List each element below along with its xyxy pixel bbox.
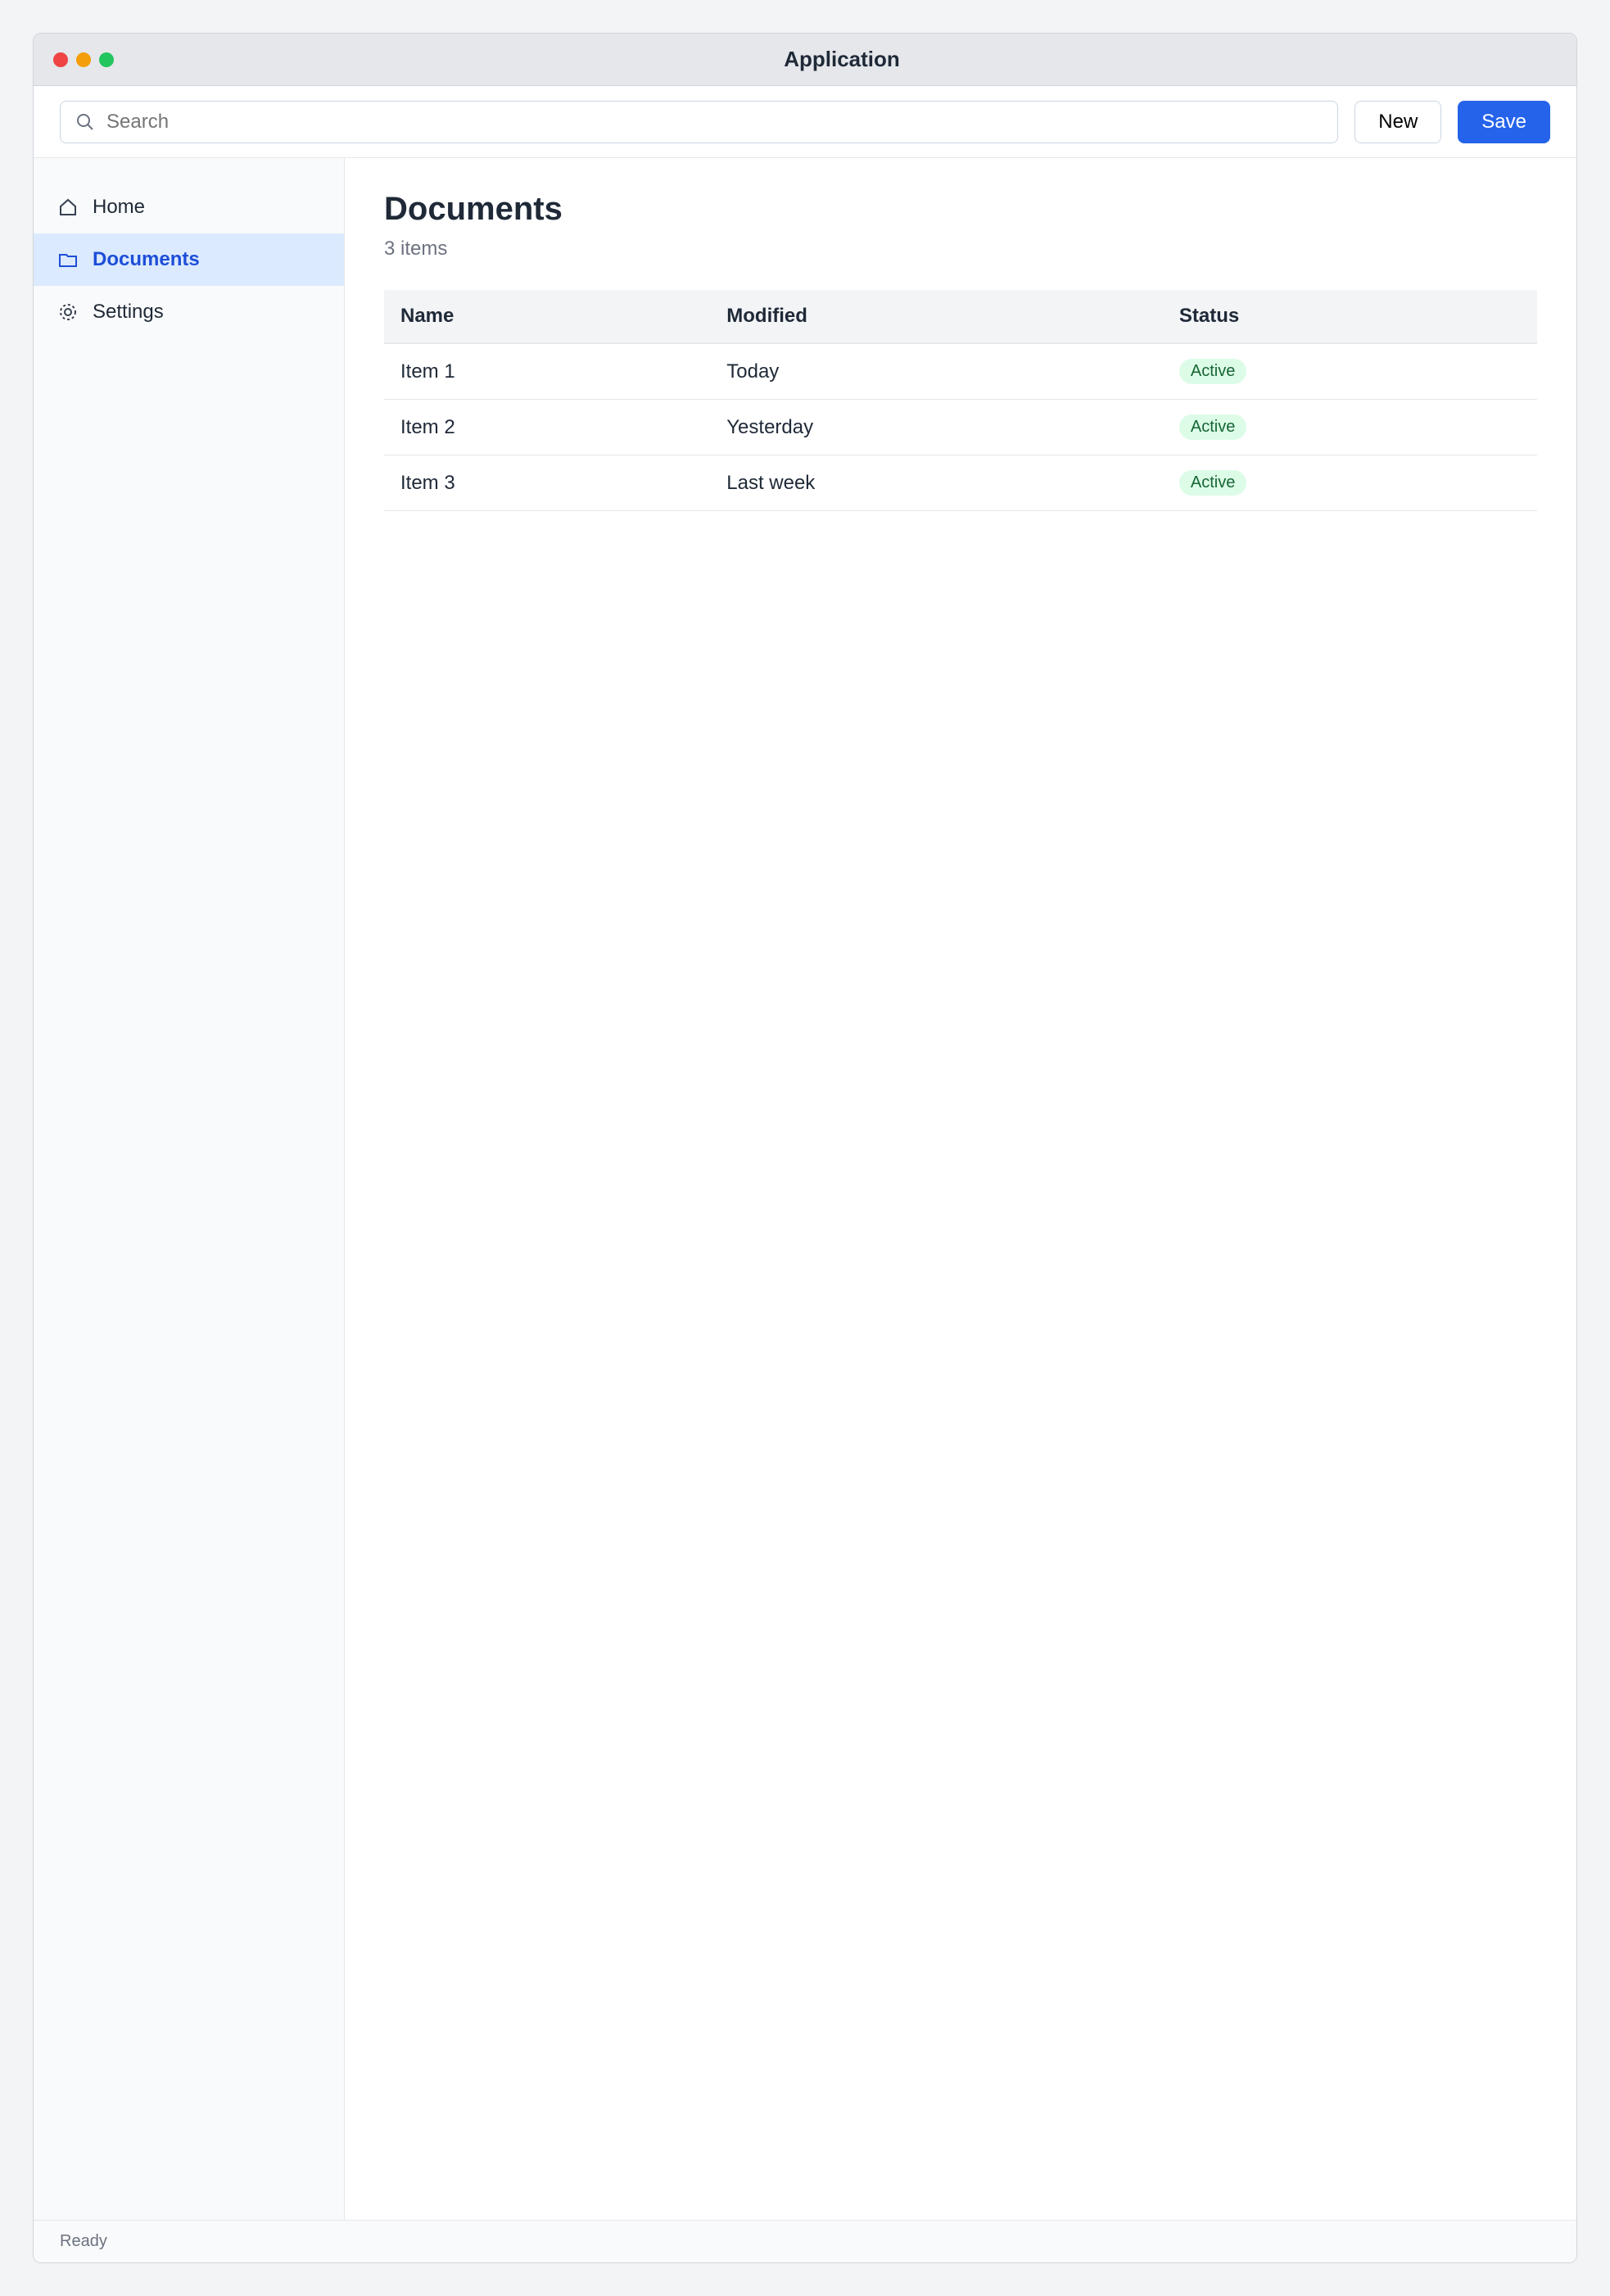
column-header-modified[interactable]: Modified [710,290,1163,343]
home-icon [57,196,79,219]
item-count: 3 items [384,238,448,260]
save-button[interactable]: Save [1458,101,1550,143]
status-badge: Active [1179,359,1246,384]
cell-status [1163,343,1537,400]
status-text: Ready [60,2232,107,2250]
column-header-name[interactable]: Name [384,290,710,343]
window-title: Application [784,47,900,71]
sidebar [34,158,345,2220]
page-title: Documents [384,191,563,227]
folder-icon [57,248,79,271]
title-bar [34,34,1576,86]
toolbar [34,86,1576,158]
table-row[interactable] [384,343,1537,400]
main-panel [345,158,1576,2220]
cell-name: Item 1 [384,343,710,400]
cell-name: Item 3 [384,455,710,511]
app-window [33,33,1577,2263]
status-badge: Active [1179,470,1246,496]
minimize-window-button[interactable] [76,52,91,67]
new-button[interactable]: New [1354,101,1441,143]
content-area [34,158,1576,2220]
sidebar-item-documents[interactable] [34,233,344,286]
search-input[interactable] [106,111,1324,134]
cell-status [1163,455,1537,511]
close-window-button[interactable] [53,52,68,67]
sidebar-item-home[interactable] [34,181,344,233]
status-badge: Active [1179,414,1246,440]
search-icon [74,111,97,134]
window-controls [53,52,114,67]
cell-modified: Yesterday [710,400,1163,455]
gear-icon [57,301,79,324]
column-header-status[interactable]: Status [1163,290,1537,343]
maximize-window-button[interactable] [99,52,114,67]
sidebar-item-settings[interactable] [34,286,344,338]
cell-modified: Last week [710,455,1163,511]
table-row[interactable] [384,400,1537,455]
cell-status [1163,400,1537,455]
cell-name: Item 2 [384,400,710,455]
items-table [384,290,1537,511]
status-bar [34,2220,1576,2262]
cell-modified: Today [710,343,1163,400]
search-box[interactable] [60,101,1338,143]
table-row[interactable] [384,455,1537,511]
sidebar-item-label: Documents [93,248,200,270]
sidebar-item-label: Home [93,196,146,218]
table-header-row [384,290,1537,343]
sidebar-item-label: Settings [93,301,164,323]
